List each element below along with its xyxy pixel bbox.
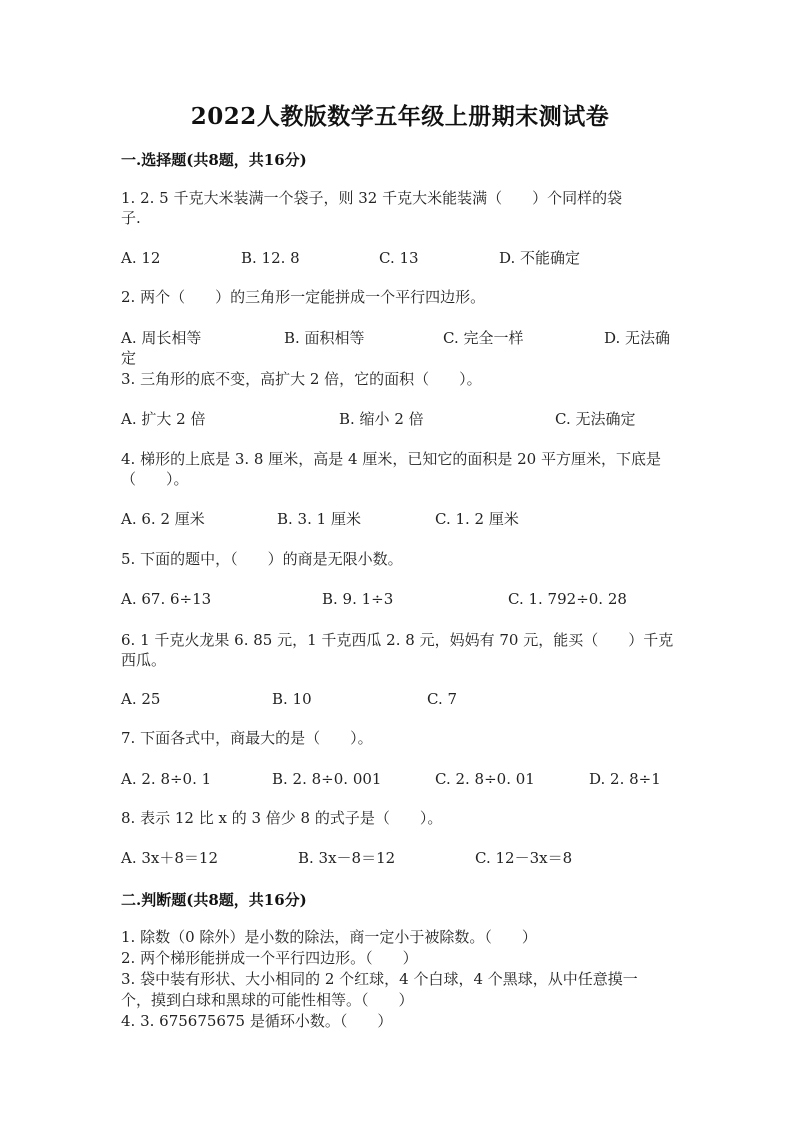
page-title: 2022人教版数学五年级上册期末测试卷 bbox=[190, 103, 610, 130]
judge-item-4: 4. 3. 675675675 是循环小数。（ ） bbox=[121, 1012, 393, 1030]
question-text: 4. 梯形的上底是 3. 8 厘米，高是 4 厘米，已知它的面积是 20 平方厘米，下底是 bbox=[121, 450, 661, 468]
options-q8 bbox=[121, 848, 681, 868]
option-b[interactable]: B. 缩小 2 倍 bbox=[339, 410, 424, 428]
option-c[interactable]: C. 7 bbox=[427, 690, 458, 708]
option-b[interactable]: B. 3. 1 厘米 bbox=[277, 510, 361, 528]
option-b[interactable]: B. 2. 8÷0. 001 bbox=[272, 770, 382, 788]
option-d[interactable]: D. 不能确定 bbox=[499, 249, 581, 267]
question-text-cont: （ ）。 bbox=[121, 470, 189, 488]
option-d[interactable]: D. 2. 8÷1 bbox=[589, 770, 661, 788]
option-a[interactable]: A. 67. 6÷13 bbox=[121, 590, 212, 608]
question-4 bbox=[121, 449, 691, 489]
question-1 bbox=[121, 188, 691, 228]
question-text-cont: 西瓜。 bbox=[121, 651, 167, 669]
option-a[interactable]: A. 6. 2 厘米 bbox=[121, 510, 205, 528]
options-q4 bbox=[121, 509, 681, 529]
option-b[interactable]: B. 10 bbox=[272, 690, 312, 708]
judge-list bbox=[121, 927, 691, 1032]
option-c[interactable]: C. 1. 2 厘米 bbox=[435, 510, 519, 528]
option-d-wrap: 定 bbox=[121, 349, 137, 367]
option-c[interactable]: C. 完全一样 bbox=[443, 329, 524, 347]
judge-item-3: 3. 袋中装有形状、大小相同的 2 个红球，4 个白球，4 个黑球，从中任意摸一 bbox=[121, 970, 638, 988]
option-a[interactable]: A. 3x＋8＝12 bbox=[121, 849, 219, 867]
question-text: 8. 表示 12 比 x 的 3 倍少 8 的式子是（ ）。 bbox=[121, 809, 443, 827]
option-a[interactable]: A. 25 bbox=[121, 690, 161, 708]
option-c[interactable]: C. 无法确定 bbox=[555, 410, 636, 428]
judge-item-1: 1. 除数（0 除外）是小数的除法，商一定小于被除数。（ ） bbox=[121, 928, 537, 946]
question-3 bbox=[121, 369, 691, 389]
option-c[interactable]: C. 2. 8÷0. 01 bbox=[435, 770, 535, 788]
question-text: 2. 两个（ ）的三角形一定能拼成一个平行四边形。 bbox=[121, 288, 486, 306]
option-c[interactable]: C. 1. 792÷0. 28 bbox=[508, 590, 627, 608]
options-q3 bbox=[121, 409, 681, 429]
judge-item-3-cont: 个，摸到白球和黑球的可能性相等。（ ） bbox=[121, 991, 414, 1009]
option-d[interactable]: D. 无法确 bbox=[604, 329, 671, 347]
question-2 bbox=[121, 287, 691, 307]
option-a[interactable]: A. 扩大 2 倍 bbox=[121, 410, 206, 428]
question-7 bbox=[121, 728, 691, 748]
option-b[interactable]: B. 12. 8 bbox=[241, 249, 300, 267]
option-c[interactable]: C. 12－3x＝8 bbox=[475, 849, 573, 867]
question-6 bbox=[121, 630, 691, 670]
options-q5 bbox=[121, 589, 681, 609]
option-b[interactable]: B. 面积相等 bbox=[284, 329, 365, 347]
option-a[interactable]: A. 周长相等 bbox=[121, 329, 202, 347]
question-text-cont: 子. bbox=[121, 209, 141, 227]
options-q2 bbox=[121, 328, 681, 348]
option-b[interactable]: B. 9. 1÷3 bbox=[322, 590, 394, 608]
option-c[interactable]: C. 13 bbox=[379, 249, 419, 267]
question-text: 7. 下面各式中，商最大的是（ ）。 bbox=[121, 729, 373, 747]
judge-item-2: 2. 两个梯形能拼成一个平行四边形。（ ） bbox=[121, 949, 418, 967]
options-q6 bbox=[121, 689, 681, 709]
options-q1 bbox=[121, 248, 681, 268]
option-a[interactable]: A. 12 bbox=[121, 249, 161, 267]
question-text: 1. 2. 5 千克大米装满一个袋子，则 32 千克大米能装满（ ）个同样的袋 bbox=[121, 189, 623, 207]
question-text: 5. 下面的题中，（ ）的商是无限小数。 bbox=[121, 550, 403, 568]
section-heading-choice: 一.选择题(共8题，共16分) bbox=[121, 151, 307, 169]
option-b[interactable]: B. 3x－8＝12 bbox=[298, 849, 396, 867]
option-a[interactable]: A. 2. 8÷0. 1 bbox=[121, 770, 212, 788]
question-text: 6. 1 千克火龙果 6. 85 元，1 千克西瓜 2. 8 元，妈妈有 70 元，能买（ ）千克 bbox=[121, 631, 674, 649]
question-text: 3. 三角形的底不变，高扩大 2 倍，它的面积（ ）。 bbox=[121, 370, 482, 388]
options-q7 bbox=[121, 769, 681, 789]
question-5 bbox=[121, 549, 691, 569]
section-heading-judge: 二.判断题(共8题，共16分) bbox=[121, 891, 307, 909]
question-8 bbox=[121, 808, 691, 828]
